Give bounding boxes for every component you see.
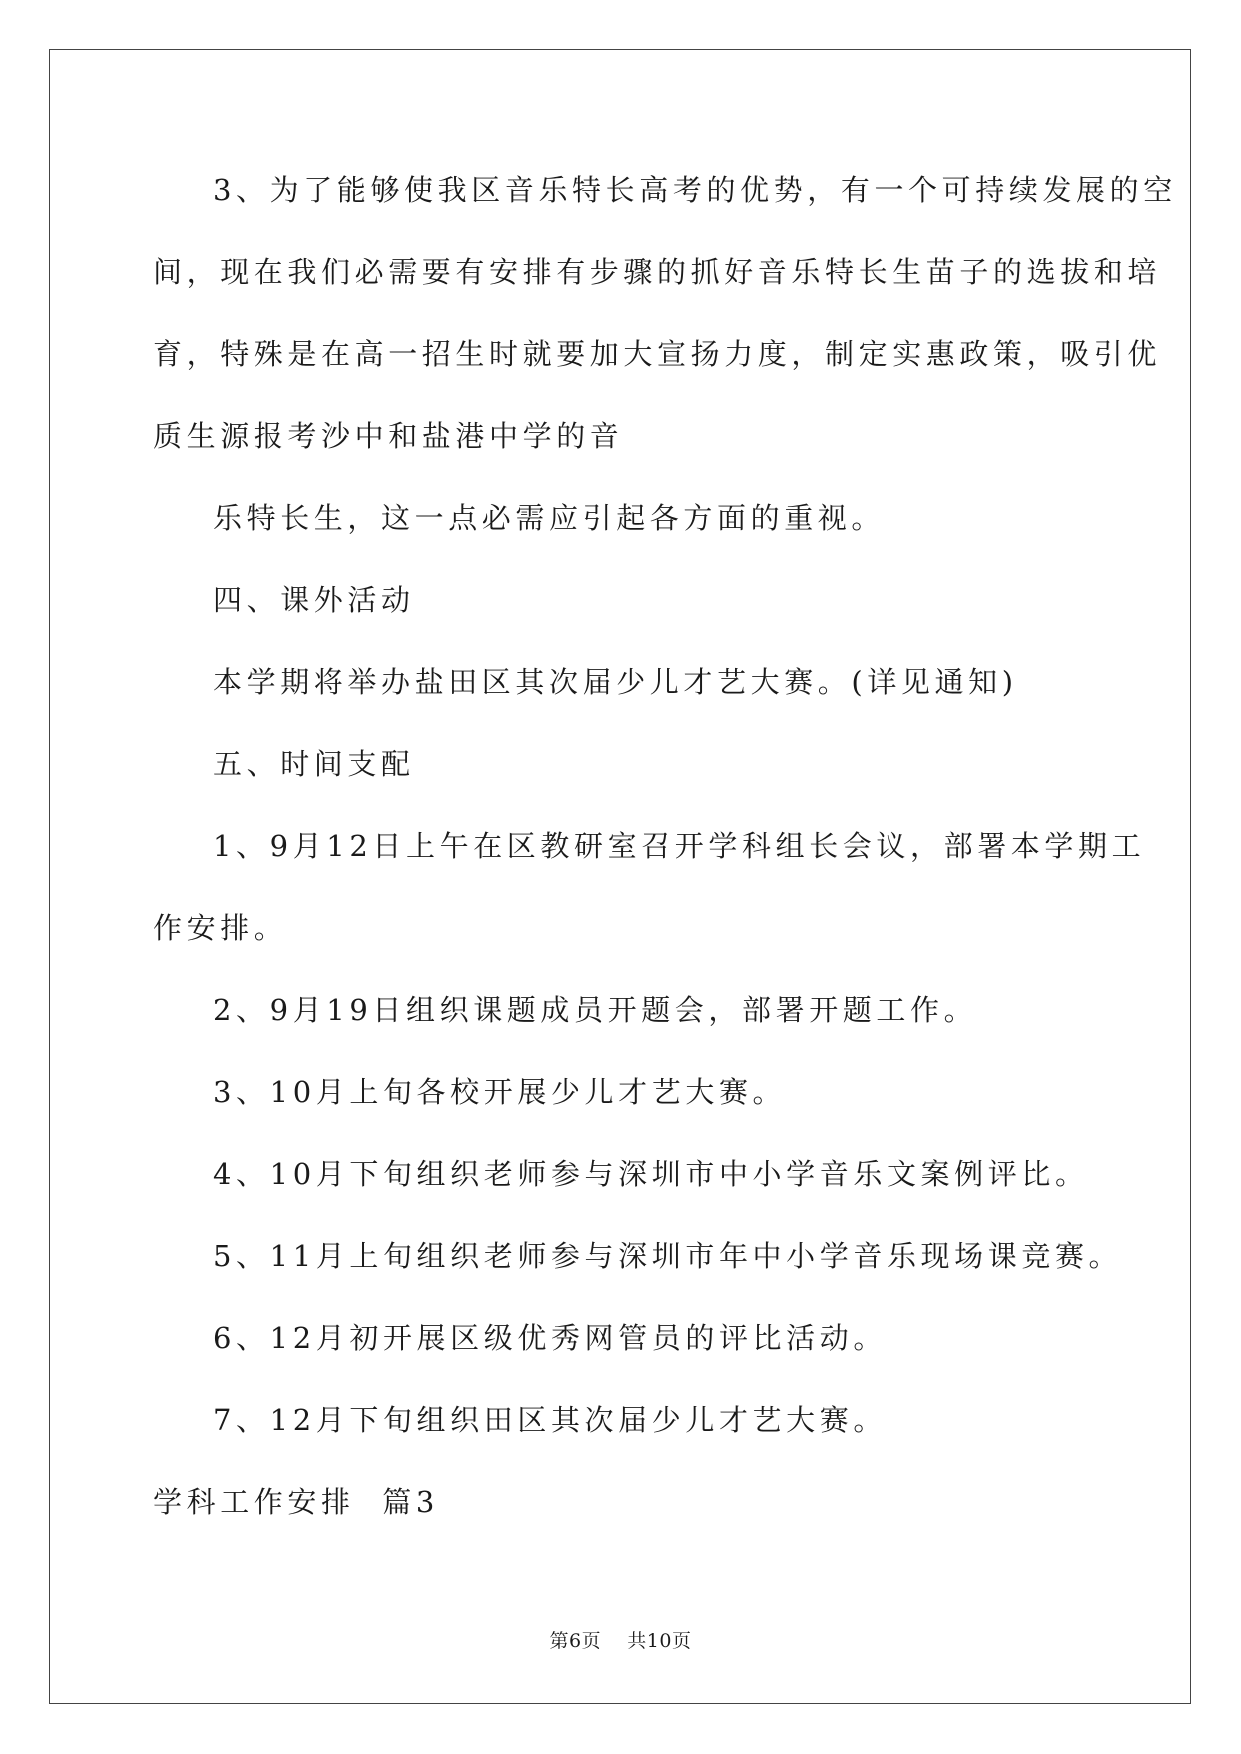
schedule-item: 6、12月初开展区级优秀网管员的评比活动。: [213, 1321, 887, 1355]
schedule-item-continued: 作安排。: [153, 911, 288, 945]
schedule-item: 7、12月下旬组织田区其次届少儿才艺大赛。: [213, 1403, 887, 1437]
page-border: [49, 49, 1191, 1704]
paragraph-line: 乐特长生，这一点必需应引起各方面的重视。: [213, 501, 886, 535]
schedule-item: 5、11月上旬组织老师参与深圳市年中小学音乐现场课竞赛。: [213, 1239, 1123, 1273]
schedule-item: 1、9月12日上午在区教研室召开学科组长会议，部署本学期工: [213, 829, 1146, 863]
schedule-item: 3、10月上旬各校开展少儿才艺大赛。: [213, 1075, 787, 1109]
section-heading: 四、课外活动: [213, 583, 415, 617]
article-title: 学科工作安排 篇3: [153, 1485, 439, 1519]
schedule-item: 4、10月下旬组织老师参与深圳市中小学音乐文案例评比。: [213, 1157, 1089, 1191]
paragraph-line: 本学期将举办盐田区其次届少儿才艺大赛。(详见通知): [213, 665, 1018, 699]
page-number-footer: 第6页 共10页: [549, 1630, 692, 1652]
paragraph-line: 3、为了能够使我区音乐特长高考的优势，有一个可持续发展的空: [213, 173, 1177, 207]
schedule-item: 2、9月19日组织课题成员开题会，部署开题工作。: [213, 993, 978, 1027]
section-heading: 五、时间支配: [213, 747, 415, 781]
paragraph-line: 质生源报考沙中和盐港中学的音: [153, 419, 624, 453]
paragraph-line: 间，现在我们必需要有安排有步骤的抓好音乐特长生苗子的选拔和培: [153, 255, 1162, 289]
paragraph-line: 育，特殊是在高一招生时就要加大宣扬力度，制定实惠政策，吸引优: [153, 337, 1162, 371]
